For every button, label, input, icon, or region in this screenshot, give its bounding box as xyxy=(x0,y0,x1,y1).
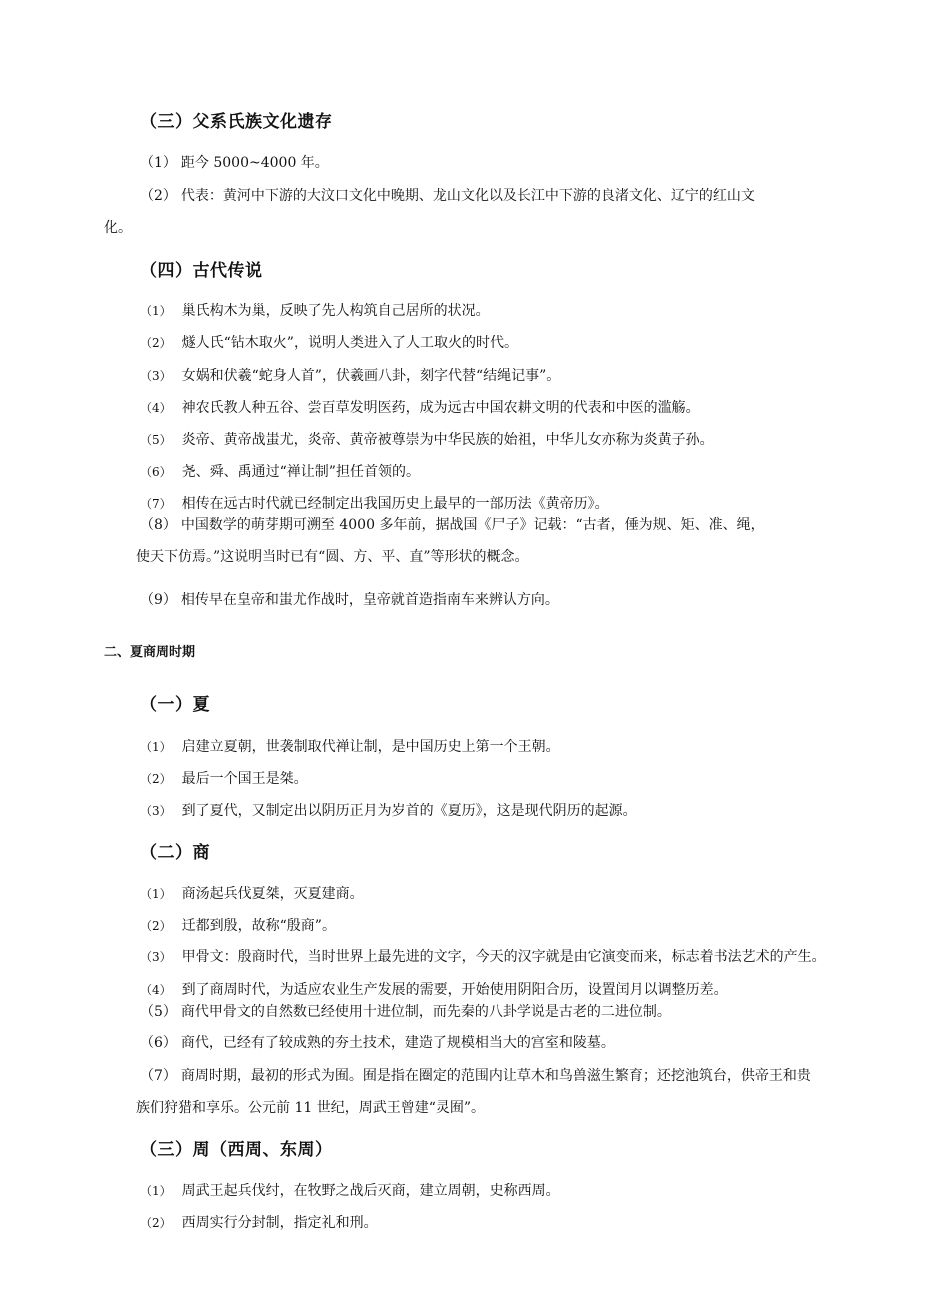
item-text: 启建立夏朝，世袭制取代禅让制，是中国历史上第一个王朝。 xyxy=(181,739,560,755)
item-number: （3） xyxy=(140,804,172,818)
list-item xyxy=(140,883,364,903)
item-number: （2） xyxy=(140,188,177,204)
item-number: （5） xyxy=(140,433,172,447)
list-item xyxy=(140,1212,378,1232)
list-item xyxy=(140,300,490,320)
list-item xyxy=(140,768,308,788)
list-item xyxy=(140,152,329,172)
item-text: 炎帝、黄帝战蚩尤，炎帝、黄帝被尊崇为中华民族的始祖，中华儿女亦称为炎黄子孙。 xyxy=(181,432,714,448)
list-item xyxy=(140,461,420,481)
item-text: 巢氏构木为巢，反映了先人构筑自己居所的状况。 xyxy=(181,303,490,319)
list-item xyxy=(140,800,637,820)
item-text: 神农氏教人种五谷、尝百草发明医药，成为远古中国农耕文明的代表和中医的滥觞。 xyxy=(181,400,700,416)
list-item xyxy=(140,736,560,756)
item-number: （1） xyxy=(140,155,177,171)
list-item xyxy=(140,946,826,966)
item-number: （3） xyxy=(140,950,172,964)
list-item-continuation xyxy=(136,1097,485,1117)
item-text: 最后一个国王是桀。 xyxy=(181,771,308,787)
item-text: 族们狩猎和享乐。公元前 11 世纪，周武王曾建“灵囿”。 xyxy=(136,1100,486,1116)
item-text: 甲骨文：殷商时代，当时世界上最先进的文字，今天的汉字就是由它演变而来，标志着书法艺术的产生。 xyxy=(181,949,826,965)
item-text: 商代甲骨文的自然数已经使用十进位制，而先秦的八卦学说是古老的二进位制。 xyxy=(180,1004,671,1020)
item-text: 女娲和伏羲“蛇身人首”，伏羲画八卦，刻字代替“结绳记事”。 xyxy=(181,368,561,384)
item-text: 商代，已经有了较成熟的夯土技术，建造了规模相当大的宫室和陵墓。 xyxy=(180,1035,615,1051)
item-number: （7） xyxy=(140,1068,177,1084)
list-item-continuation xyxy=(104,217,132,237)
item-number: （1） xyxy=(140,887,172,901)
item-number: （6） xyxy=(140,465,172,479)
item-text: 商汤起兵伐夏桀，灭夏建商。 xyxy=(181,886,364,902)
item-text: 周武王起兵伐纣，在牧野之战后灭商，建立周朝，史称西周。 xyxy=(181,1183,560,1199)
item-text: 西周实行分封制，指定礼和刑。 xyxy=(181,1215,378,1231)
section-heading: （三）周（西周、东周） xyxy=(140,1140,333,1160)
item-text: 化。 xyxy=(104,220,132,236)
list-item xyxy=(140,1065,811,1085)
item-text: 中国数学的萌芽期可溯至 4000 多年前，据战国《尸子》记载：“古者，倕为规、矩、准、绳， xyxy=(180,517,765,533)
item-number: （9） xyxy=(140,592,177,608)
list-item xyxy=(140,1001,671,1021)
item-number: （3） xyxy=(140,369,172,383)
item-number: （7） xyxy=(140,497,172,511)
item-number: （1） xyxy=(140,1184,172,1198)
item-text: 代表：黄河中下游的大汶口文化中晚期、龙山文化以及长江中下游的良渚文化、辽宁的红山文 xyxy=(180,188,755,204)
list-item xyxy=(140,514,765,534)
item-text: 到了商周时代，为适应农业生产发展的需要，开始使用阴阳合历，设置闰月以调整历差。 xyxy=(181,982,728,998)
list-item xyxy=(140,493,609,513)
item-number: （2） xyxy=(140,1216,172,1230)
list-item xyxy=(140,429,714,449)
list-item xyxy=(140,397,700,417)
item-text: 迁都到殷，故称“殷商”。 xyxy=(181,918,336,934)
list-item xyxy=(140,589,559,609)
item-text: 尧、舜、禹通过“禅让制”担任首领的。 xyxy=(181,464,420,480)
item-number: （2） xyxy=(140,919,172,933)
list-item-continuation xyxy=(136,546,528,566)
section-heading: （二）商 xyxy=(140,843,210,863)
item-number: （8） xyxy=(140,517,177,533)
list-item xyxy=(140,915,336,935)
section-heading: （一）夏 xyxy=(140,695,210,715)
list-item xyxy=(140,332,518,352)
item-text: 到了夏代，又制定出以阴历正月为岁首的《夏历》，这是现代阴历的起源。 xyxy=(181,803,637,819)
item-number: （1） xyxy=(140,304,172,318)
item-number: （1） xyxy=(140,740,172,754)
item-number: （5） xyxy=(140,1004,177,1020)
item-number: （2） xyxy=(140,772,172,786)
chapter-heading: 二、夏商周时期 xyxy=(104,645,196,660)
list-item xyxy=(140,185,755,205)
item-number: （2） xyxy=(140,336,172,350)
list-item xyxy=(140,979,728,999)
section-heading: （三）父系氏族文化遗存 xyxy=(140,112,333,132)
list-item xyxy=(140,1032,615,1052)
section-heading: （四）古代传说 xyxy=(140,261,263,281)
item-text: 距今 5000~4000 年。 xyxy=(180,155,329,171)
item-text: 相传在远古时代就已经制定出我国历史上最早的一部历法《黄帝历》。 xyxy=(181,496,609,512)
item-number: （4） xyxy=(140,401,172,415)
list-item xyxy=(140,1180,560,1200)
item-text: 商周时期，最初的形式为囿。囿是指在圈定的范围内让草木和鸟兽滋生繁育；还挖池筑台，供帝王和贵 xyxy=(180,1068,811,1084)
item-text: 燧人氏“钻木取火”，说明人类进入了人工取火的时代。 xyxy=(181,335,518,351)
item-text: 使天下仿焉。”这说明当时已有“圆、方、平、直”等形状的概念。 xyxy=(136,549,529,565)
list-item xyxy=(140,365,560,385)
item-text: 相传早在皇帝和蚩尤作战时，皇帝就首造指南车来辨认方向。 xyxy=(180,592,559,608)
item-number: （4） xyxy=(140,983,172,997)
item-number: （6） xyxy=(140,1035,177,1051)
